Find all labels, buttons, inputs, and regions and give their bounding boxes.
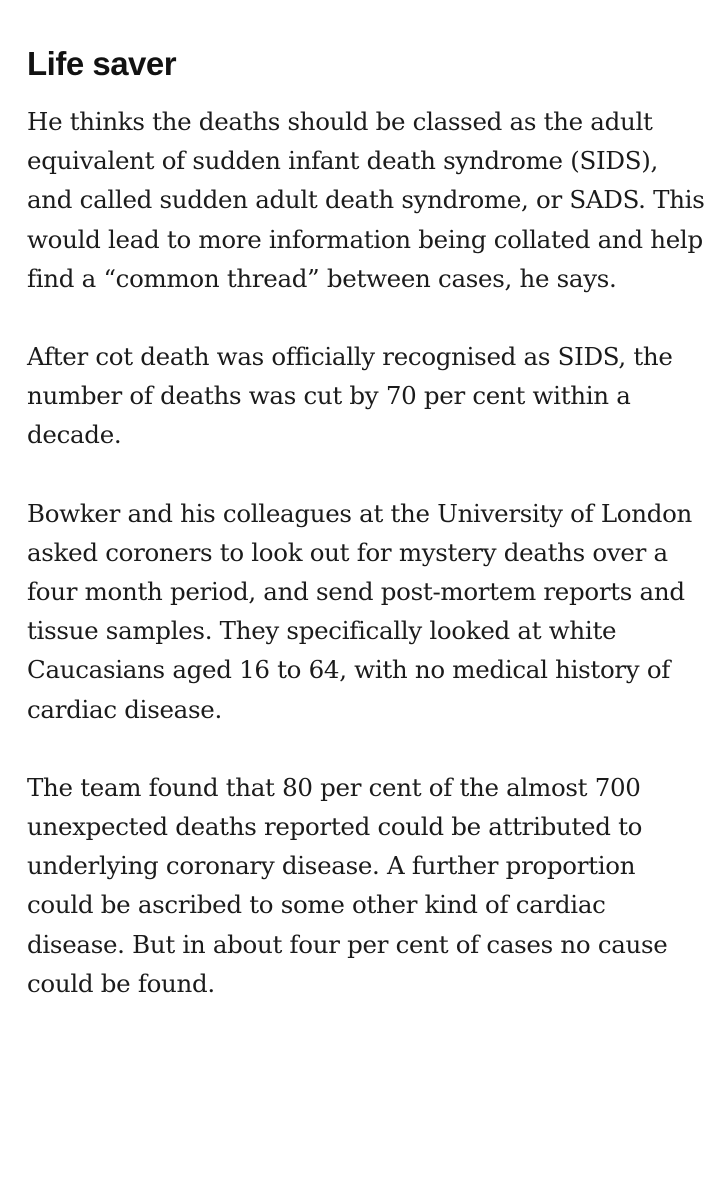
paragraph-2: After cot death was officially recognised as SIDS, the number of deaths was cut by 70 per cent within a decade. xyxy=(27,342,673,450)
paragraph-4: The team found that 80 per cent of the almost 700 unexpected deaths reported could be attributed to underlying coronary disease. A further proportion could be ascribed to some other kind of cardiac disease. But in about four per cent of cases no cause could be found. xyxy=(27,772,668,998)
article-body xyxy=(27,38,707,1042)
section-heading: Life saver xyxy=(27,45,177,82)
paragraph-1: He thinks the deaths should be classed as the adult equivalent of sudden infant death syndrome (SIDS), and called sudden adult death syndrome, or SADS. This would lead to more information being collated and help find a “common thread” between cases, he says. xyxy=(27,107,705,293)
paragraph-3: Bowker and his colleagues at the University of London asked coroners to look out for mystery deaths over a four month period, and send post-mortem reports and tissue samples. They specifically looked at white Caucasians aged 16 to 64, with no medical history of cardiac disease. xyxy=(27,498,693,724)
